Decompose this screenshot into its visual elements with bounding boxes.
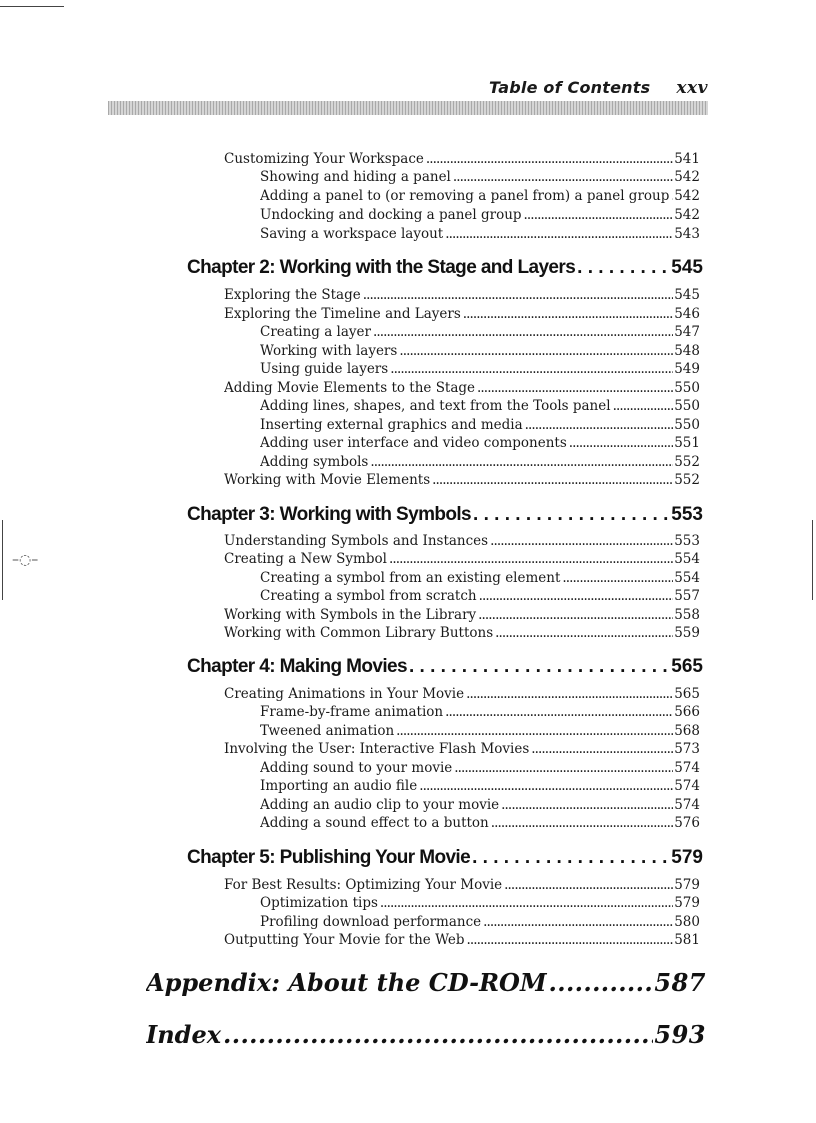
toc-entry-title: Using guide layers: [260, 361, 389, 377]
toc-entry-page: 552: [674, 472, 700, 488]
toc-entry[interactable]: [260, 587, 700, 605]
leader-dots: [562, 569, 673, 587]
toc-entry[interactable]: [260, 722, 700, 740]
toc-entry-title: Adding sound to your movie: [260, 760, 453, 776]
toc-entry[interactable]: [260, 187, 700, 205]
leader-dots: [466, 931, 673, 949]
toc-chapter-entry[interactable]: [187, 502, 703, 528]
toc-entry-page: 576: [674, 815, 700, 831]
toc-entry-title: Frame-by-frame animation: [260, 704, 444, 720]
toc-entry[interactable]: [260, 206, 700, 224]
toc-entry-title: Creating a New Symbol: [224, 551, 387, 567]
toc-entry-page: 543: [674, 226, 700, 242]
toc-entry-title: Showing and hiding a panel: [260, 169, 451, 185]
leader-dots: [363, 286, 674, 304]
toc-entry[interactable]: [224, 379, 700, 397]
toc-entry-title: Adding lines, shapes, and text from the Tools panel: [260, 398, 611, 414]
toc-entry[interactable]: [260, 777, 700, 795]
toc-part-entry-appendix[interactable]: [146, 966, 706, 1000]
leader-dots: [478, 606, 673, 624]
toc-entry[interactable]: [224, 305, 700, 323]
toc-entry[interactable]: [224, 876, 700, 894]
leader-dots: [577, 255, 670, 281]
crop-mark-right-upper: [812, 520, 813, 600]
toc-entry-page: 574: [674, 760, 700, 776]
toc-entry-title: Adding user interface and video components: [260, 435, 567, 451]
leader-dots: [373, 323, 673, 341]
toc-entry[interactable]: [224, 532, 700, 550]
toc-entry-page: 549: [674, 361, 700, 377]
leader-dots: [466, 685, 673, 703]
toc-entry[interactable]: [260, 453, 700, 471]
toc-entry-page: 542: [674, 169, 700, 185]
toc-part-page: 587: [654, 968, 706, 997]
leader-dots: [490, 532, 673, 550]
toc-entry-title: Adding a sound effect to a button: [260, 815, 489, 831]
header-rule: [108, 101, 708, 115]
leader-dots: [495, 624, 673, 642]
toc-entry-page: 548: [674, 343, 700, 359]
toc-part-entry-index[interactable]: [146, 1018, 706, 1052]
toc-entry-title: Exploring the Timeline and Layers: [224, 306, 461, 322]
toc-entry-page: 574: [674, 797, 700, 813]
toc-entry-page: 574: [674, 778, 700, 794]
toc-chapter-entry[interactable]: [187, 654, 703, 680]
toc-entry[interactable]: [260, 397, 700, 415]
toc-entry[interactable]: [260, 814, 700, 832]
leader-dots: [569, 434, 673, 452]
toc-entry-title: Importing an audio file: [260, 778, 418, 794]
toc-entry-title: Inserting external graphics and media: [260, 417, 523, 433]
crop-mark-left-upper: [2, 520, 3, 600]
leader-dots: [613, 397, 674, 415]
toc-entry-page: 542: [674, 207, 700, 223]
toc-entry-page: 541: [674, 151, 700, 167]
toc-entry-page: 568: [674, 723, 700, 739]
toc-chapter-title: Chapter 4: Making Movies: [187, 656, 407, 677]
toc-entry-page: 554: [674, 570, 700, 586]
toc-entry-page: 566: [674, 704, 700, 720]
toc-entry[interactable]: [260, 168, 700, 186]
toc-entry-page: 559: [674, 625, 700, 641]
toc-chapter-page: 579: [671, 847, 703, 868]
toc-entry-page: 542: [674, 188, 700, 204]
toc-entry[interactable]: [224, 931, 700, 949]
toc-entry-page: 553: [674, 533, 700, 549]
leader-dots: [454, 759, 673, 777]
toc-entry[interactable]: [260, 894, 700, 912]
toc-entry-title: Creating a symbol from an existing element: [260, 570, 561, 586]
leader-dots: [390, 360, 673, 378]
leader-dots: [504, 876, 673, 894]
toc-entry[interactable]: [224, 740, 700, 758]
leader-dots: [419, 777, 673, 795]
toc-entry-title: Involving the User: Interactive Flash Movies: [224, 741, 530, 757]
toc-entry[interactable]: [260, 323, 700, 341]
toc-entry[interactable]: [224, 685, 700, 703]
toc-entry[interactable]: [260, 913, 700, 931]
toc-entry[interactable]: [224, 286, 700, 304]
leader-dots: [389, 550, 673, 568]
toc-entry-page: 579: [674, 877, 700, 893]
toc-entry-page: 550: [674, 417, 700, 433]
toc-entry-title: Adding symbols: [260, 454, 369, 470]
leader-dots: [501, 796, 673, 814]
toc-entry-page: 579: [674, 895, 700, 911]
leader-dots: [525, 416, 674, 434]
toc-entry-title: Understanding Symbols and Instances: [224, 533, 489, 549]
leader-dots: [370, 453, 673, 471]
leader-dots: [426, 150, 673, 168]
toc-entry-title: Outputting Your Movie for the Web: [224, 932, 465, 948]
leader-dots: [477, 379, 673, 397]
toc-entry-title: Working with Movie Elements: [224, 472, 431, 488]
toc-entry-title: Profiling download performance: [260, 914, 482, 930]
leader-dots: [380, 894, 673, 912]
toc-chapter-title: Chapter 5: Publishing Your Movie: [187, 847, 471, 868]
toc-entry-page: 552: [674, 454, 700, 470]
leader-dots: [473, 502, 670, 528]
toc-entry[interactable]: [260, 569, 700, 587]
toc-entry-title: Creating Animations in Your Movie: [224, 686, 465, 702]
leader-dots: [491, 814, 673, 832]
toc-part-title: Index: [146, 1020, 222, 1049]
toc-chapter-page: 545: [671, 257, 703, 278]
toc-entry[interactable]: [224, 471, 700, 489]
toc-chapter-page: 565: [671, 656, 703, 677]
toc-entry-title: Adding an audio clip to your movie: [260, 797, 500, 813]
leader-dots: [524, 206, 674, 224]
leader-dots: [453, 168, 673, 186]
toc-entry-title: Working with Common Library Buttons: [224, 625, 494, 641]
toc-entry-page: 580: [674, 914, 700, 930]
toc-entry[interactable]: [224, 606, 700, 624]
toc-chapter-title: Chapter 3: Working with Symbols: [187, 504, 472, 525]
leader-dots: [223, 1018, 653, 1052]
toc-entry-title: Tweened animation: [260, 723, 395, 739]
toc-entry-page: 547: [674, 324, 700, 340]
toc-entry[interactable]: [260, 360, 700, 378]
toc-entry[interactable]: [260, 759, 700, 777]
toc-entry-page: 550: [674, 398, 700, 414]
toc-entry-page: 558: [674, 607, 700, 623]
toc-entry-title: Optimization tips: [260, 895, 378, 911]
toc-chapter-page: 553: [671, 504, 703, 525]
toc-entry-title: Adding Movie Elements to the Stage: [224, 380, 476, 396]
toc-entry[interactable]: [260, 796, 700, 814]
running-header-title: Table of Contents: [489, 78, 651, 97]
toc-entry[interactable]: [260, 703, 700, 721]
toc-entry[interactable]: [260, 225, 700, 243]
toc-chapter-entry[interactable]: [187, 255, 703, 281]
leader-dots: [445, 703, 673, 721]
toc-entry-page: 565: [674, 686, 700, 702]
toc-entry-title: Customizing Your Workspace: [224, 151, 424, 167]
leader-dots: [399, 342, 673, 360]
toc-entry-page: 581: [674, 932, 700, 948]
leader-dots: [549, 966, 654, 1000]
toc-entry-title: Adding a panel to (or removing a panel from) a panel group: [260, 188, 670, 204]
toc-entry-page: 550: [674, 380, 700, 396]
toc-chapter-title: Chapter 2: Working with the Stage and Layers: [187, 257, 576, 278]
leader-dots: [472, 845, 670, 871]
leader-dots: [432, 471, 673, 489]
leader-dots: [483, 913, 673, 931]
leader-dots: [409, 654, 670, 680]
leader-dots: [463, 305, 673, 323]
leader-dots: [445, 225, 673, 243]
toc-entry[interactable]: [260, 342, 700, 360]
toc-entry-title: Creating a layer: [260, 324, 371, 340]
registration-mark-icon: –◌–: [12, 552, 39, 568]
toc-entry-title: Working with Symbols in the Library: [224, 607, 477, 623]
toc-chapter-entry[interactable]: [187, 845, 703, 871]
toc-entry-title: Undocking and docking a panel group: [260, 207, 522, 223]
toc-entry-page: 573: [674, 741, 700, 757]
toc-entry-title: Saving a workspace layout: [260, 226, 444, 242]
leader-dots: [396, 722, 673, 740]
running-header-page-number: xxv: [676, 78, 708, 98]
toc-entry-page: 546: [674, 306, 700, 322]
toc-part-page: 593: [654, 1020, 706, 1049]
toc-entry-title: Working with layers: [260, 343, 398, 359]
leader-dots: [479, 587, 674, 605]
toc-entry[interactable]: [260, 434, 700, 452]
toc-entry-page: 551: [674, 435, 700, 451]
toc-entry-title: Exploring the Stage: [224, 287, 361, 303]
toc-entry[interactable]: [260, 416, 700, 434]
toc-entry-title: Creating a symbol from scratch: [260, 588, 477, 604]
toc-entry-page: 554: [674, 551, 700, 567]
leader-dots: [531, 740, 673, 758]
toc-entry-page: 545: [674, 287, 700, 303]
toc-entry-title: For Best Results: Optimizing Your Movie: [224, 877, 503, 893]
toc-entry[interactable]: [224, 150, 700, 168]
toc-entry-page: 557: [674, 588, 700, 604]
toc-part-title: Appendix: About the CD-ROM: [146, 968, 547, 997]
crop-mark-top-left: [0, 6, 64, 7]
toc-entry[interactable]: [224, 550, 700, 568]
toc-entry[interactable]: [224, 624, 700, 642]
